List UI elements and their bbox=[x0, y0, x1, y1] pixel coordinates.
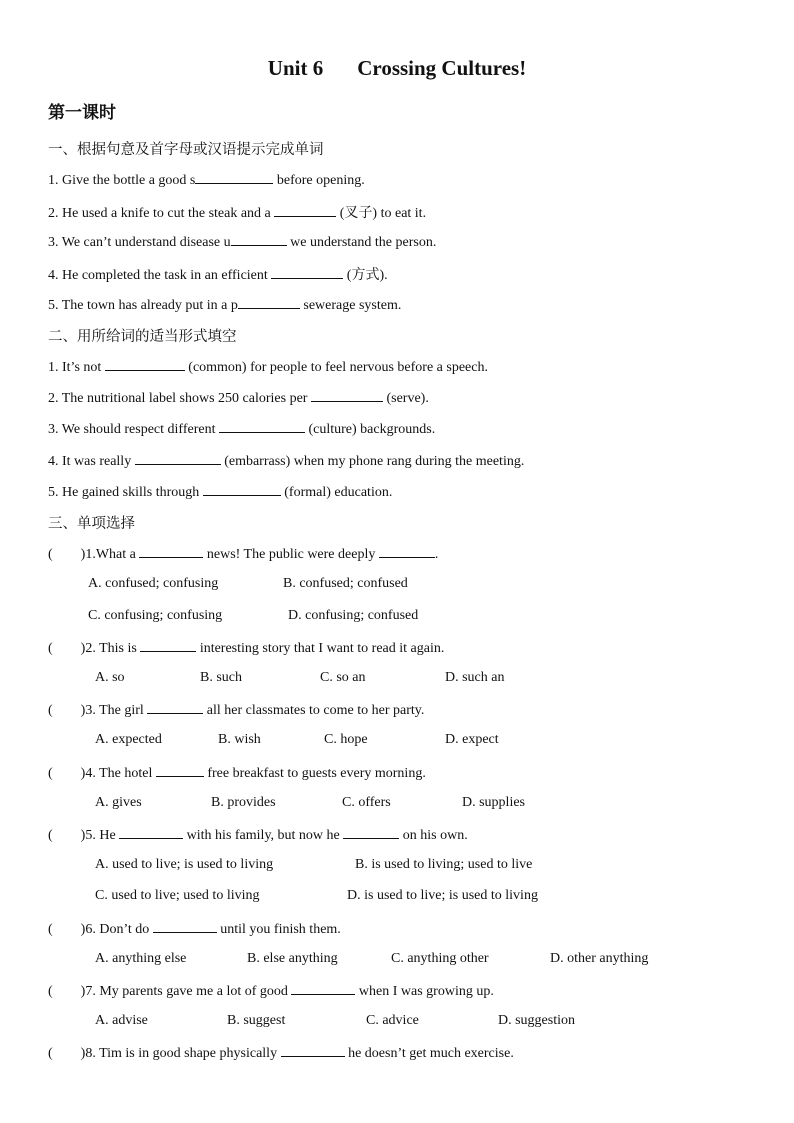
s3-q2-option-d[interactable]: D. such an bbox=[445, 670, 505, 685]
s3-q7-option-a[interactable]: A. advise bbox=[95, 1013, 148, 1028]
s3-q2-option-a[interactable]: A. so bbox=[95, 670, 125, 685]
answer-blank[interactable] bbox=[379, 545, 435, 558]
answer-blank[interactable] bbox=[311, 389, 383, 402]
answer-blank[interactable] bbox=[153, 920, 217, 933]
s3-question-4: ( )4. The hotel free breakfast to guests every morning. bbox=[48, 766, 426, 781]
s3-q4-option-d[interactable]: D. supplies bbox=[462, 795, 525, 810]
s1-question-4: 4. He completed the task in an efficient (方式). bbox=[48, 268, 388, 283]
s3-q1-option-b[interactable]: B. confused; confused bbox=[283, 576, 408, 591]
answer-blank[interactable] bbox=[271, 266, 343, 279]
answer-blank[interactable] bbox=[281, 1044, 345, 1057]
answer-blank[interactable] bbox=[139, 545, 203, 558]
answer-blank[interactable] bbox=[291, 982, 355, 995]
s3-q2-option-c[interactable]: C. so an bbox=[320, 670, 366, 685]
section-1-header: 一、根据句意及首字母或汉语提示完成单词 bbox=[48, 142, 324, 158]
answer-blank[interactable] bbox=[105, 358, 185, 371]
s3-question-2: ( )2. This is interesting story that I want to read it again. bbox=[48, 641, 445, 656]
s3-question-8: ( )8. Tim is in good shape physically he doesn’t get much exercise. bbox=[48, 1046, 514, 1061]
s2-question-3: 3. We should respect different (culture) backgrounds. bbox=[48, 422, 436, 437]
answer-blank[interactable] bbox=[119, 826, 183, 839]
s3-q6-option-c[interactable]: C. anything other bbox=[391, 951, 489, 966]
s2-question-4: 4. It was really (embarrass) when my phone rang during the meeting. bbox=[48, 454, 525, 469]
s1-question-2: 2. He used a knife to cut the steak and a (叉子) to eat it. bbox=[48, 206, 427, 221]
s1-question-1: 1. Give the bottle a good s before opening. bbox=[48, 173, 365, 188]
lesson-heading: 第一课时 bbox=[48, 103, 116, 123]
title-name: Crossing Cultures! bbox=[357, 56, 527, 80]
answer-blank[interactable] bbox=[343, 826, 399, 839]
s3-question-3: ( )3. The girl all her classmates to come to her party. bbox=[48, 703, 425, 718]
answer-blank[interactable] bbox=[238, 296, 300, 309]
s3-q6-option-b[interactable]: B. else anything bbox=[247, 951, 338, 966]
s2-question-5: 5. He gained skills through (formal) education. bbox=[48, 485, 393, 500]
s3-q1-option-a[interactable]: A. confused; confusing bbox=[88, 576, 219, 591]
answer-blank[interactable] bbox=[219, 420, 305, 433]
s2-question-1: 1. It’s not (common) for people to feel nervous before a speech. bbox=[48, 360, 488, 375]
s3-q4-option-a[interactable]: A. gives bbox=[95, 795, 142, 810]
answer-blank[interactable] bbox=[274, 204, 336, 217]
section-3-header: 三、单项选择 bbox=[48, 516, 135, 532]
page-title bbox=[0, 56, 794, 81]
s1-question-3: 3. We can’t understand disease u we understand the person. bbox=[48, 235, 437, 250]
s3-q2-option-b[interactable]: B. such bbox=[200, 670, 242, 685]
answer-blank[interactable] bbox=[135, 452, 221, 465]
s3-q6-option-d[interactable]: D. other anything bbox=[550, 951, 649, 966]
s3-q1-option-d[interactable]: D. confusing; confused bbox=[288, 608, 419, 623]
s3-q7-option-c[interactable]: C. advice bbox=[366, 1013, 419, 1028]
s3-q3-option-d[interactable]: D. expect bbox=[445, 732, 499, 747]
s3-q3-option-a[interactable]: A. expected bbox=[95, 732, 162, 747]
s3-q1-option-c[interactable]: C. confusing; confusing bbox=[88, 608, 223, 623]
answer-blank[interactable] bbox=[231, 233, 287, 246]
s3-q7-option-d[interactable]: D. suggestion bbox=[498, 1013, 575, 1028]
s3-q5-option-b[interactable]: B. is used to living; used to live bbox=[355, 857, 533, 872]
s3-q4-option-b[interactable]: B. provides bbox=[211, 795, 276, 810]
s3-question-6: ( )6. Don’t do until you finish them. bbox=[48, 922, 341, 937]
s3-q4-option-c[interactable]: C. offers bbox=[342, 795, 391, 810]
answer-blank[interactable] bbox=[140, 639, 196, 652]
answer-blank[interactable] bbox=[203, 483, 281, 496]
s3-q5-option-a[interactable]: A. used to live; is used to living bbox=[95, 857, 274, 872]
s3-q7-option-b[interactable]: B. suggest bbox=[227, 1013, 286, 1028]
s3-q5-option-d[interactable]: D. is used to live; is used to living bbox=[347, 888, 538, 903]
s3-question-5: ( )5. He with his family, but now he on his own. bbox=[48, 828, 468, 843]
answer-blank[interactable] bbox=[147, 701, 203, 714]
s3-question-1: ( )1.What a news! The public were deeply . bbox=[48, 547, 439, 562]
s3-q3-option-c[interactable]: C. hope bbox=[324, 732, 368, 747]
title-unit: Unit 6 bbox=[267, 56, 324, 80]
answer-blank[interactable] bbox=[195, 171, 273, 184]
s3-q5-option-c[interactable]: C. used to live; used to living bbox=[95, 888, 260, 903]
answer-blank[interactable] bbox=[156, 764, 204, 777]
s2-question-2: 2. The nutritional label shows 250 calories per (serve). bbox=[48, 391, 429, 406]
s3-q3-option-b[interactable]: B. wish bbox=[218, 732, 261, 747]
s3-q6-option-a[interactable]: A. anything else bbox=[95, 951, 187, 966]
s1-question-5: 5. The town has already put in a p sewerage system. bbox=[48, 298, 402, 313]
section-2-header: 二、用所给词的适当形式填空 bbox=[48, 329, 237, 345]
s3-question-7: ( )7. My parents gave me a lot of good when I was growing up. bbox=[48, 984, 494, 999]
